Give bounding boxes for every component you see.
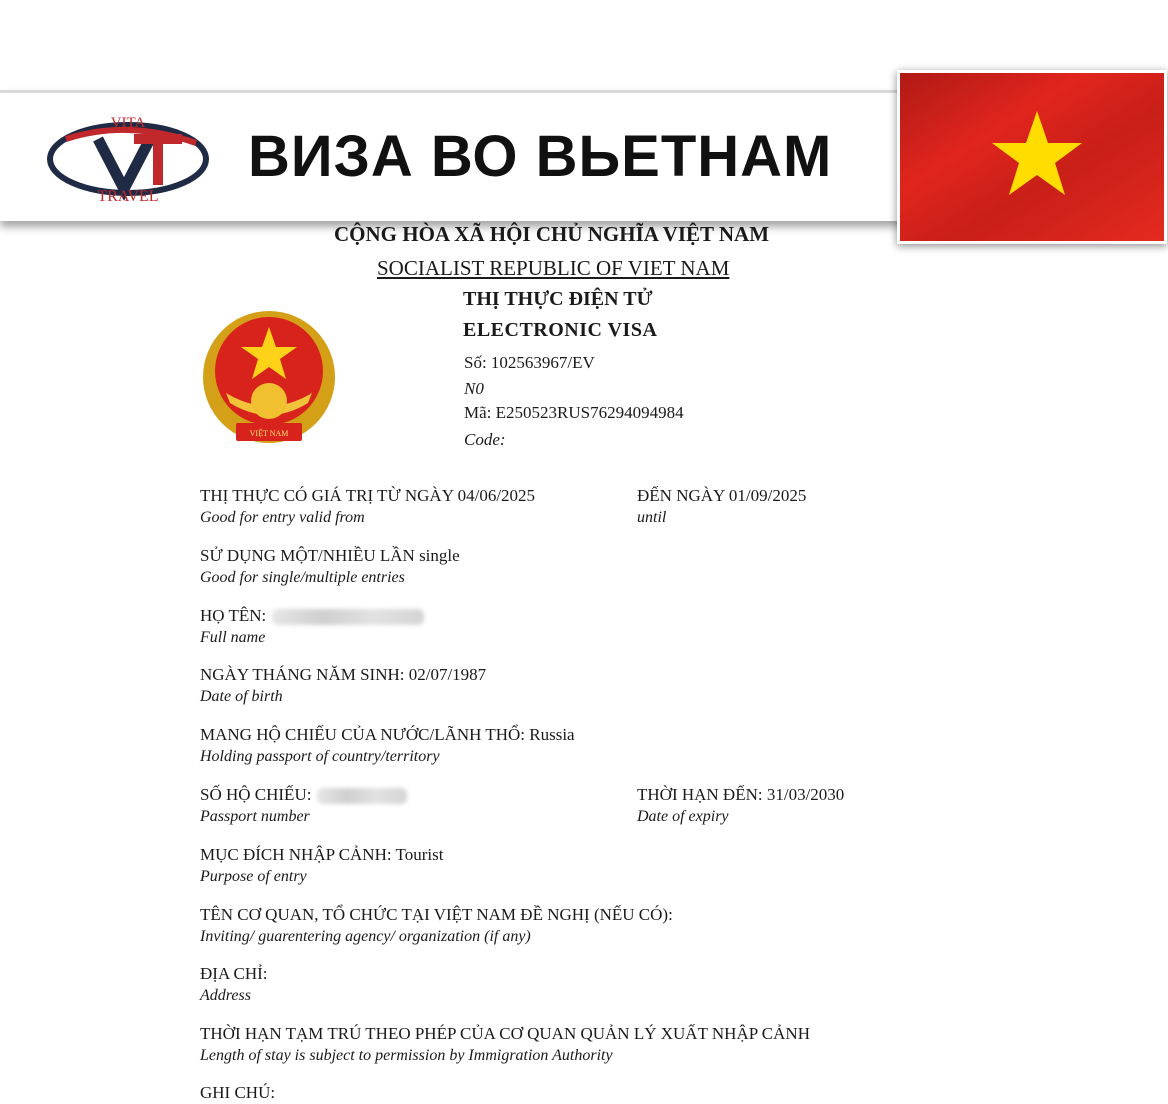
valid-until-label-en: until bbox=[637, 509, 667, 526]
entries-label-en: Good for single/multiple entries bbox=[200, 569, 405, 586]
dob-label-en: Date of birth bbox=[200, 688, 283, 705]
field-valid-from bbox=[200, 485, 535, 529]
country-label-en: Holding passport of country/territory bbox=[200, 748, 440, 765]
full-name-label-en: Full name bbox=[200, 629, 266, 646]
full-name-label: HỌ TÊN: bbox=[200, 606, 267, 625]
field-expiry bbox=[637, 784, 844, 828]
stay-label: THỜI HẠN TẠM TRÚ THEO PHÉP CỦA CƠ QUAN QUẢN LÝ XUẤT NHẬP CẢNH bbox=[200, 1024, 810, 1043]
visa-heading-en: ELECTRONIC VISA bbox=[463, 319, 658, 341]
logo-bottom-text: TRAVEL bbox=[97, 188, 159, 205]
address-label-en: Address bbox=[200, 987, 251, 1004]
country-value: MANG HỘ CHIẾU CỦA NƯỚC/LÃNH THỔ: Russia bbox=[200, 725, 575, 744]
field-valid-until bbox=[637, 485, 806, 529]
expiry-label-en: Date of expiry bbox=[637, 808, 729, 825]
field-address bbox=[200, 963, 268, 1007]
emblem-text: VIỆT NAM bbox=[249, 429, 289, 438]
field-purpose bbox=[200, 844, 443, 888]
visa-number-label-en: N0 bbox=[464, 379, 484, 398]
valid-from-label-en: Good for entry valid from bbox=[200, 509, 365, 526]
expiry-value: THỜI HẠN ĐẾN: 31/03/2030 bbox=[637, 785, 845, 804]
republic-heading-en: SOCIALIST REPUBLIC OF VIET NAM bbox=[377, 256, 730, 280]
field-country bbox=[200, 724, 575, 768]
passport-redacted bbox=[317, 788, 407, 804]
banner bbox=[0, 90, 905, 221]
field-notes bbox=[200, 1082, 275, 1104]
visa-code: Mã: E250523RUS76294094984 bbox=[464, 403, 684, 422]
agency-label-en: Inviting/ guarentering agency/ organization (if any) bbox=[200, 928, 531, 945]
field-full-name bbox=[200, 605, 424, 649]
field-agency bbox=[200, 904, 673, 948]
visa-number: Số: 102563967/EV bbox=[464, 353, 595, 372]
national-emblem bbox=[196, 307, 342, 451]
passport-label: SỐ HỘ CHIẾU: bbox=[200, 785, 312, 804]
field-stay bbox=[200, 1023, 810, 1067]
valid-from-value: THỊ THỰC CÓ GIÁ TRỊ TỪ NGÀY 04/06/2025 bbox=[200, 486, 536, 505]
republic-heading-vi: CỘNG HÒA XÃ HỘI CHỦ NGHĨA VIỆT NAM bbox=[334, 222, 770, 246]
banner-title: ВИЗА ВО ВЬЕТНАМ bbox=[248, 124, 833, 189]
visa-code-label-en: Code: bbox=[464, 430, 506, 449]
purpose-value: MỤC ĐÍCH NHẬP CẢNH: Tourist bbox=[200, 845, 444, 864]
notes-label: GHI CHÚ: bbox=[200, 1083, 276, 1102]
entries-value: SỬ DỤNG MỘT/NHIỀU LẦN single bbox=[200, 546, 460, 565]
logo-top-text: VITA bbox=[110, 115, 146, 131]
valid-until-value: ĐẾN NGÀY 01/09/2025 bbox=[637, 486, 807, 505]
field-passport bbox=[200, 784, 407, 828]
passport-label-en: Passport number bbox=[200, 808, 310, 825]
field-entries bbox=[200, 545, 460, 589]
address-label: ĐỊA CHỈ: bbox=[200, 964, 268, 983]
visa-heading-vi: THỊ THỰC ĐIỆN TỬ bbox=[463, 288, 653, 310]
full-name-redacted bbox=[272, 609, 424, 625]
dob-value: NGÀY THÁNG NĂM SINH: 02/07/1987 bbox=[200, 665, 487, 684]
purpose-label-en: Purpose of entry bbox=[200, 868, 307, 885]
agency-label: TÊN CƠ QUAN, TỔ CHỨC TẠI VIỆT NAM ĐỀ NGHỊ (NẾU CÓ): bbox=[200, 905, 673, 924]
field-dob bbox=[200, 664, 486, 708]
stay-label-en: Length of stay is subject to permission by Immigration Authority bbox=[200, 1047, 613, 1064]
logo-graphic bbox=[46, 113, 210, 205]
vietnam-flag bbox=[897, 70, 1167, 244]
vita-travel-logo bbox=[46, 113, 210, 205]
